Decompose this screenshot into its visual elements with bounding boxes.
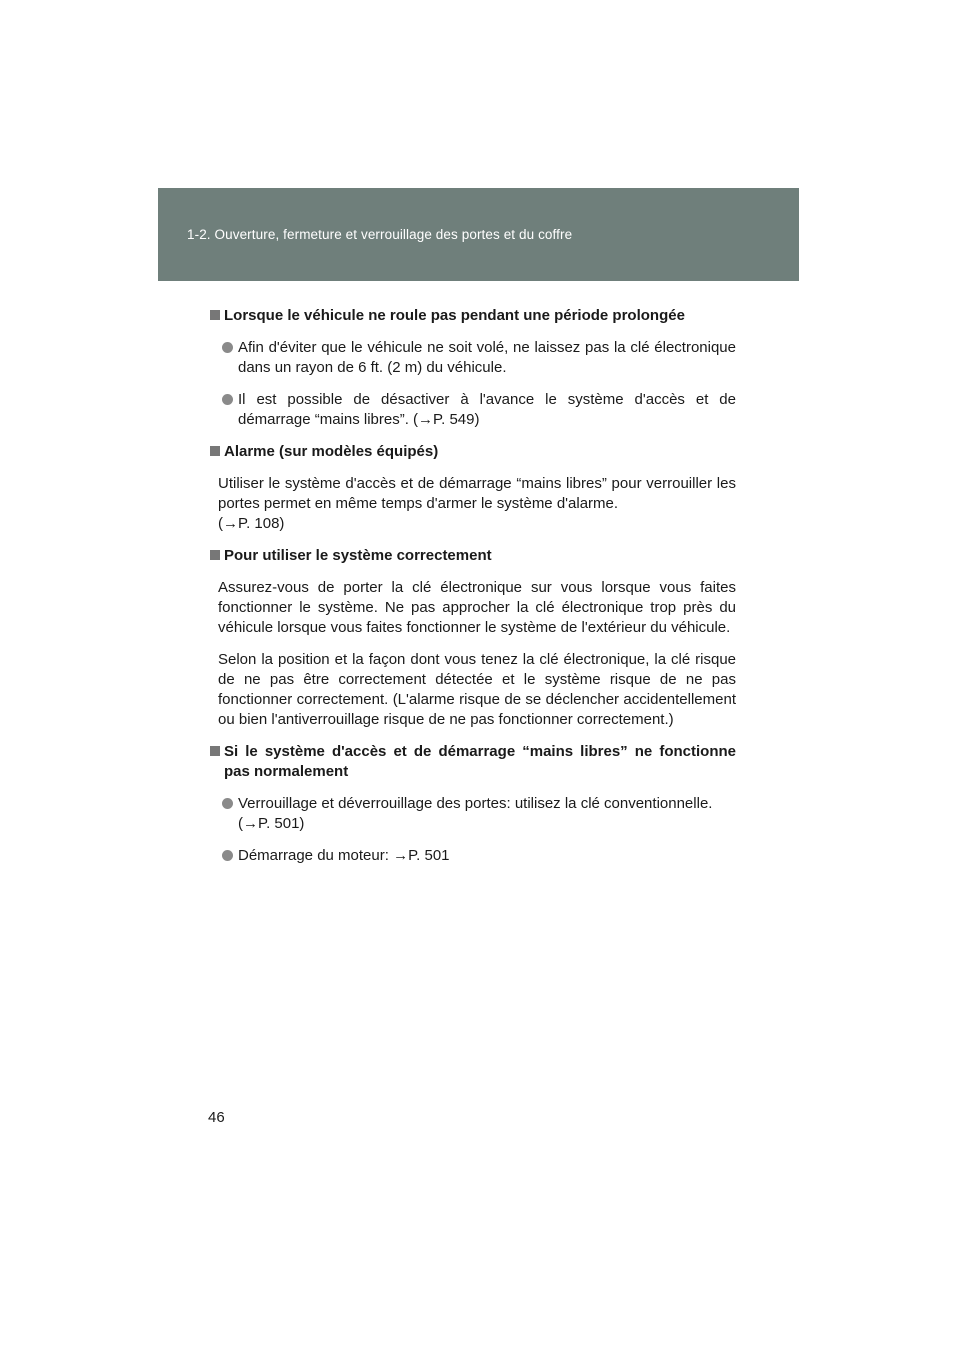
- page-reference: (→P. 501): [238, 815, 305, 832]
- page-content: [208, 306, 736, 878]
- chapter-header-band: [158, 188, 799, 281]
- square-bullet-icon: [210, 446, 220, 456]
- section-heading: Si le système d'accès et de démarrage “mains libres” ne fonctionne pas normalement: [208, 742, 736, 782]
- section-heading: Alarme (sur modèles équipés): [208, 442, 736, 462]
- list-item: Démarrage du moteur: →P. 501: [222, 846, 736, 866]
- circle-bullet-icon: [222, 342, 233, 353]
- paragraph: Assurez-vous de porter la clé électronique sur vous lorsque vous faites fonctionner le système. Ne pas approcher la clé électronique trop près du véhicule lorsque vous faites fonctionner le système de l'extérieur du véhicule.: [218, 579, 736, 636]
- section-correct-use: [208, 546, 736, 730]
- section-long-parking: [208, 306, 736, 430]
- page-reference: (→P. 108): [218, 515, 285, 532]
- list-item: Afin d'éviter que le véhicule ne soit volé, ne laissez pas la clé électronique dans un rayon de 6 ft. (2 m) du véhicule.: [222, 338, 736, 378]
- circle-bullet-icon: [222, 798, 233, 809]
- section-heading: Lorsque le véhicule ne roule pas pendant une période prolongée: [208, 306, 736, 326]
- section-alarm: [208, 442, 736, 534]
- chapter-breadcrumb: 1-2. Ouverture, fermeture et verrouillage des portes et du coffre: [187, 227, 573, 242]
- paragraph: Utiliser le système d'accès et de démarrage “mains libres” pour verrouiller les portes permet en même temps d'armer le système d'alarme. (→P. 108): [218, 475, 736, 532]
- list-item: Il est possible de désactiver à l'avance le système d'accès et de démarrage “mains libres”. (→P. 549): [222, 390, 736, 430]
- square-bullet-icon: [210, 550, 220, 560]
- square-bullet-icon: [210, 746, 220, 756]
- section-heading: Pour utiliser le système correctement: [208, 546, 736, 566]
- square-bullet-icon: [210, 310, 220, 320]
- section-malfunction: [208, 742, 736, 866]
- list-item: Verrouillage et déverrouillage des portes: utilisez la clé conventionnelle. (→P. 501): [222, 794, 736, 834]
- page-number: 46: [208, 1109, 225, 1126]
- circle-bullet-icon: [222, 850, 233, 861]
- circle-bullet-icon: [222, 394, 233, 405]
- paragraph: Selon la position et la façon dont vous tenez la clé électronique, la clé risque de ne pas être correctement détectée et le système risque de ne pas fonctionner correctement. (L'alarme risque de se déclencher accidentellement ou bien l'antiverrouillage risque de ne pas fonctionner correctement.): [218, 651, 736, 728]
